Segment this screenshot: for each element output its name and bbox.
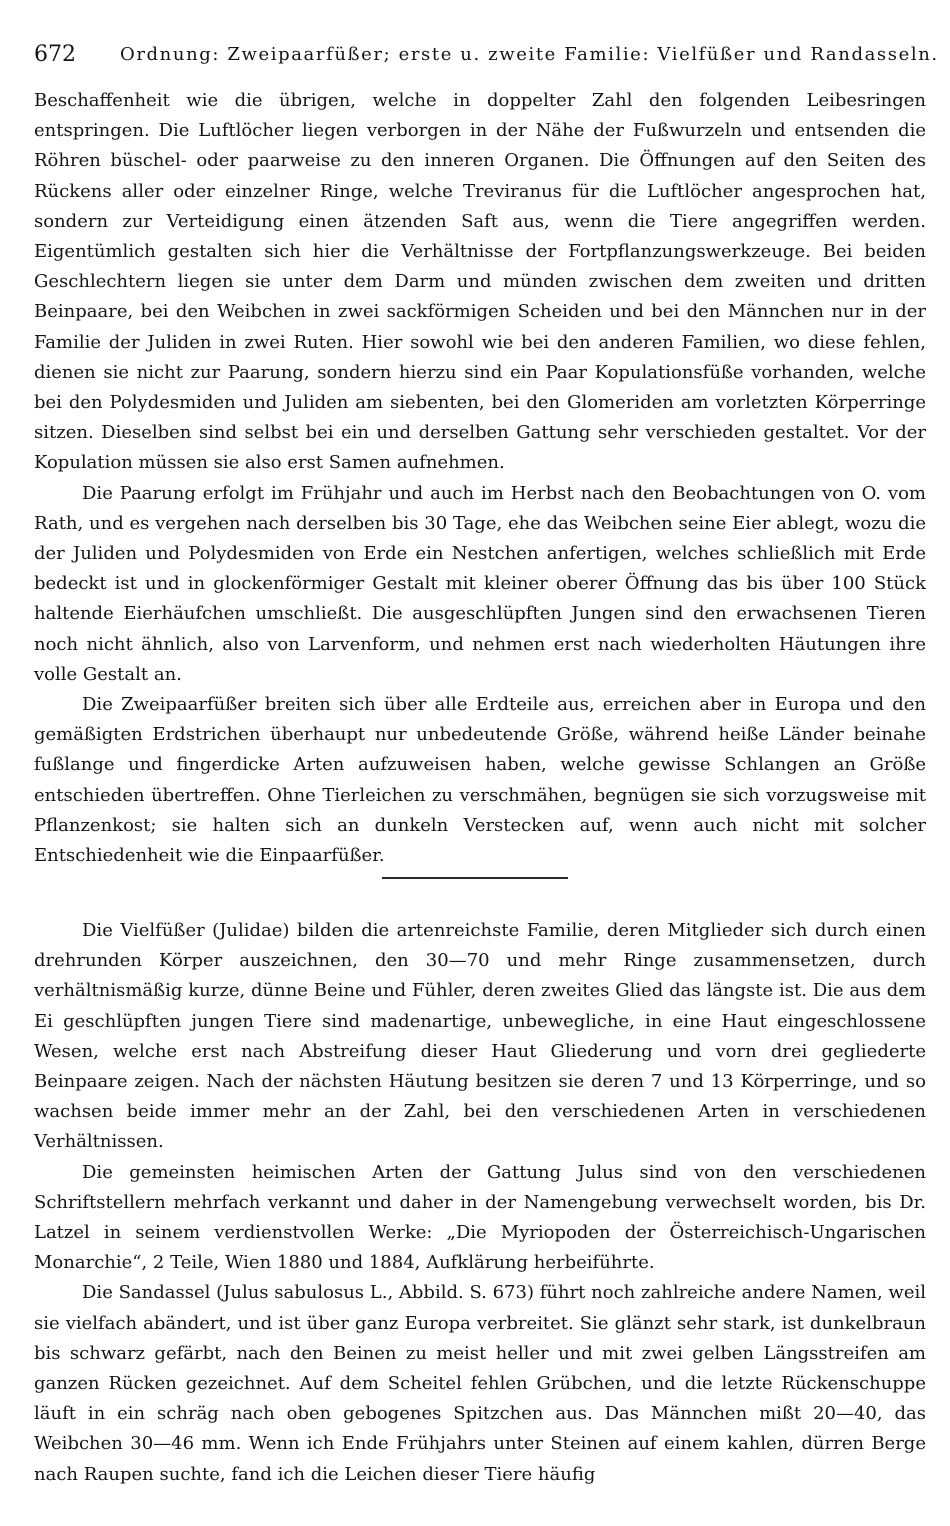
paragraph-4: Die Vielfüßer (Julidae) bilden die artenreichste Familie, deren Mitglieder sich durch einen drehrunden Körper auszeichnen, den 30—70 und mehr Ringe zusammensetzen, durch verhältnismäßig kurze, dünne Beine und Fühler, deren zweites Glied das längste ist. Die aus dem Ei geschlüpften jungen Tiere sind madenartige, unbewegliche, in eine Haut eingeschlossene Wesen, welche erst nach Abstreifung dieser Haut Gliederung und vorn drei gegliederte Beinpaare zeigen. Nach der nächsten Häutung besitzen sie deren 7 und 13 Körperringe, und so wachsen beide immer mehr an der Zahl, bei den verschiedenen Arten in verschiedenen Verhältnissen. [34, 920, 926, 1153]
section-zweipaarfuesser-continuation [34, 86, 926, 871]
section-vielfuesser [34, 916, 926, 1490]
paragraph-2: Die Paarung erfolgt im Frühjahr und auch im Herbst nach den Beobachtungen von O. vom Rath, und es vergehen nach derselben bis 30 Tage, ehe das Weibchen seine Eier ablegt, wozu die der Juliden und Polydesmiden von Erde ein Nestchen anfertigen, welches schließlich mit Erde bedeckt ist und in glockenförmiger Gestalt mit kleiner oberer Öffnung das bis über 100 Stück haltende Eierhäufchen umschließt. Die ausgeschlüpften Jungen sind den erwachsenen Tieren noch nicht ähnlich, also von Larvenform, und nehmen erst nach wiederholten Häutungen ihre volle Gestalt an. [34, 482, 926, 685]
section-divider [382, 877, 568, 879]
paragraph-1: Beschaffenheit wie die übrigen, welche in doppelter Zahl den folgenden Leibesringen entspringen. Die Luftlöcher liegen verborgen in der Nähe der Fußwurzeln und entsenden die Röhren büschel- oder paarweise zu den inneren Organen. Die Öffnungen auf den Seiten des Rückens aller oder einzelner Ringe, welche Treviranus für die Luftlöcher angesprochen hat, sondern zur Verteidigung einen ätzenden Saft aus, wenn die Tiere angegriffen werden. Eigentümlich gestalten sich hier die Verhältnisse der Fortpflanzungswerkzeuge. Bei beiden Geschlechtern liegen sie unter dem Darm und münden zwischen dem zweiten und dritten Beinpaare, bei den Weibchen in zwei sackförmigen Scheiden und bei den Männchen nur in der Familie der Juliden in zwei Ruten. Hier sowohl wie bei den anderen Familien, wo diese fehlen, dienen sie nicht zur Paarung, sondern hierzu sind ein Paar Kopulationsfüße vorhanden, welche bei den Polydesmiden und Juliden am siebenten, bei den Glomeriden am vorletzten Körperringe sitzen. Dieselben sind selbst bei ein und derselben Gattung sehr verschieden gestaltet. Vor der Kopulation müssen sie also erst Samen aufnehmen. [34, 90, 926, 474]
page-header [34, 40, 939, 70]
running-title: Ordnung: Zweipaarfüßer; erste u. zweite Familie: Vielfüßer und Randasseln. [120, 44, 939, 65]
paragraph-5: Die gemeinsten heimischen Arten der Gattung Julus sind von den verschiedenen Schriftstellern mehrfach verkannt und daher in der Namengebung verwechselt worden, bis Dr. Latzel in seinem verdienstvollen Werke: „Die Myriopoden der Österreichisch-Ungarischen Monarchie“, 2 Teile, Wien 1880 und 1884, Aufklärung herbeiführte. [34, 1161, 926, 1274]
page-number: 672 [34, 42, 76, 67]
paragraph-6: Die Sandassel (Julus sabulosus L., Abbild. S. 673) führt noch zahlreiche andere Namen, weil sie vielfach abändert, und ist über ganz Europa verbreitet. Sie glänzt sehr stark, ist dunkelbraun bis schwarz gefärbt, nach den Beinen zu meist heller und mit zwei gelben Längsstreifen am ganzen Rücken gezeichnet. Auf dem Scheitel fehlen Grübchen, und die letzte Rückenschuppe läuft in ein schräg nach oben gebogenes Spitzchen aus. Das Männchen mißt 20—40, das Weibchen 30—46 mm. Wenn ich Ende Frühjahrs unter Steinen auf einem kahlen, dürren Berge nach Raupen suchte, fand ich die Leichen dieser Tiere häufig [34, 1282, 926, 1485]
paragraph-3: Die Zweipaarfüßer breiten sich über alle Erdteile aus, erreichen aber in Europa und den gemäßigten Erdstrichen überhaupt nur unbedeutende Größe, während heiße Länder beinahe fußlange und fingerdicke Arten aufzuweisen haben, welche gewisse Schlangen an Größe entschieden übertreffen. Ohne Tierleichen zu verschmähen, begnügen sie sich vorzugsweise mit Pflanzenkost; sie halten sich an dunkeln Verstecken auf, wenn auch nicht mit solcher Entschiedenheit wie die Einpaarfüßer. [34, 694, 926, 867]
